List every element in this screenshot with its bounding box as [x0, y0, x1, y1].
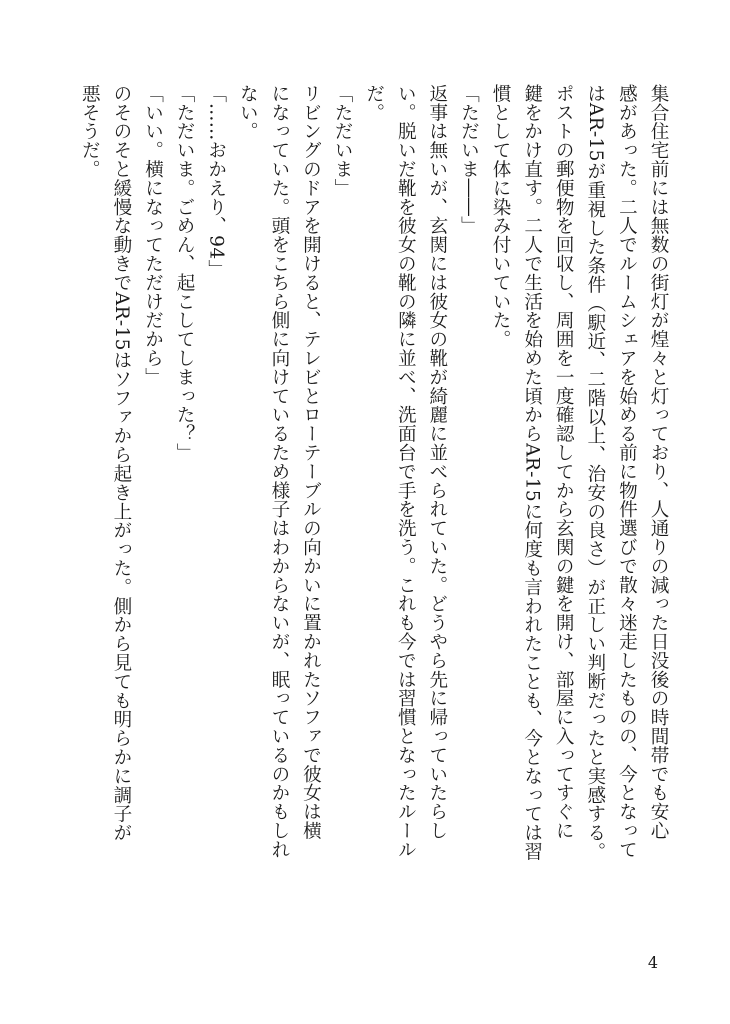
- text-line: 「ただいま。ごめん、起こしてしまった？」: [174, 84, 196, 462]
- text-line: 慣として体に染み付いていた。: [490, 84, 512, 349]
- text-line: リビングのドアを開けると、テレビとローテーブルの向かいに置かれたソファで彼女は横: [300, 84, 322, 840]
- text-line: 「ただいま――」: [458, 84, 480, 236]
- text-line: 集合住宅前には無数の街灯が煌々と灯っており、人通りの減った日没後の時間帯でも安心: [648, 84, 669, 840]
- text-line: はAR-15が重視した条件（駅近、二階以上、治安の良さ）が正しい判断だったと実感する。: [584, 84, 606, 862]
- text-line: 鍵をかけ直す。二人で生活を始めた頃からAR-15に何度も言われたことも、今となっては習: [521, 84, 543, 862]
- text-line: のそのそと緩慢な動きでAR-15はソファから起き上がった。側から見ても明らかに調子が: [110, 84, 132, 843]
- text-line: ポストの郵便物を回収し、周囲を一度確認してから玄関の鍵を開け、部屋に入ってすぐに: [553, 84, 575, 840]
- text-line: 「……おかえり、94」: [205, 84, 227, 279]
- text-line: 「ただいま」: [332, 84, 354, 198]
- text-line: だ。: [363, 84, 385, 122]
- text-line: 感があった。二人でルームシェアを始める前に物件選びで散々迷走したものの、今となって: [616, 84, 638, 859]
- text-line: い。脱いだ靴を彼女の靴の隣に並べ、洗面台で手を洗う。これも今では習慣となったルール: [395, 84, 417, 859]
- page-number: 4: [647, 953, 658, 972]
- text-line: ない。: [237, 84, 259, 141]
- text-line: 返事は無いが、玄関には彼女の靴が綺麗に並べられていた。どうやら先に帰っていたらし: [426, 84, 448, 840]
- text-line: になっていた。頭をこちら側に向けているため様子はわからないが、眠っているのかもしれ: [268, 84, 290, 859]
- body-text: [74, 84, 674, 904]
- text-line: 悪そうだ。: [79, 84, 101, 179]
- text-line: 「いい。横になってただけだから」: [142, 84, 164, 387]
